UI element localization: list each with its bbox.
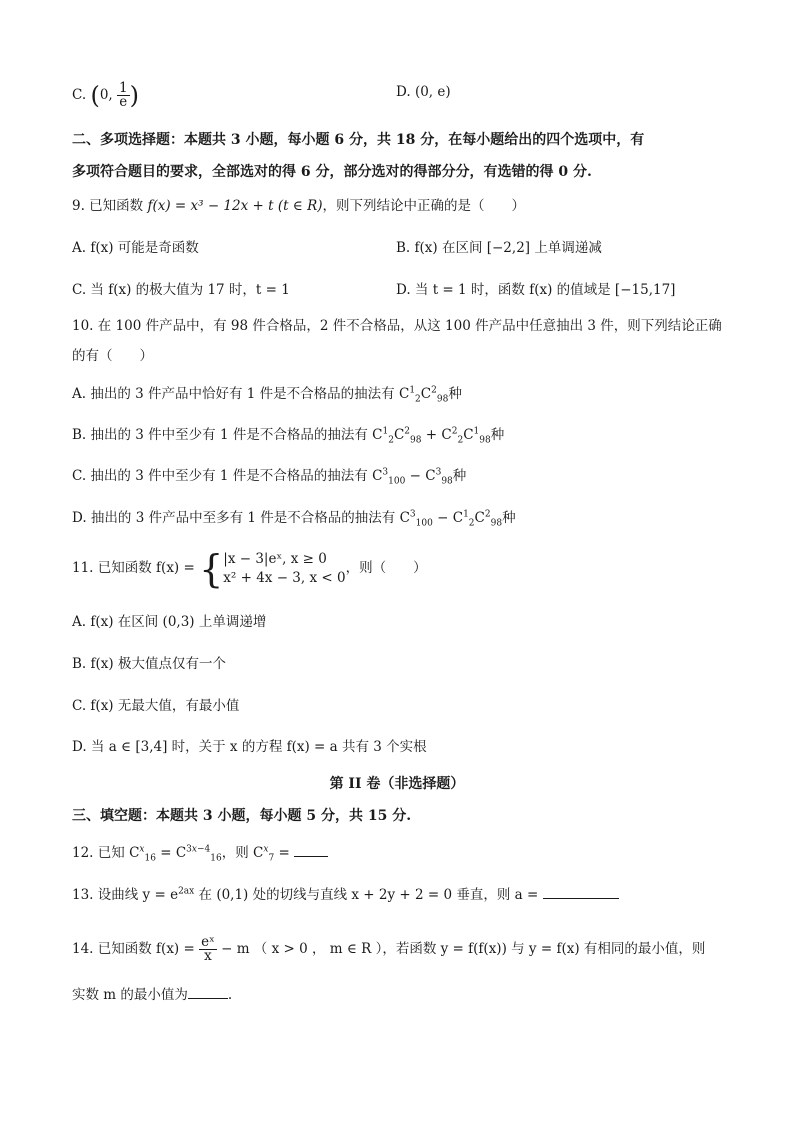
q10-option-c-formula: $C^3_{100} - C^3_{98}$ [372,467,453,487]
q10-option-c [72,466,466,486]
q13-post: 在 (0,1) 处的切线与直线 x + 2y + 2 = 0 垂直，则 a = [194,887,543,903]
q10-option-d [72,508,516,528]
q11-case1: |x − 3|eˣ, x ≥ 0 [223,550,327,567]
q9-stem [72,196,525,216]
q11-stem-post: ，则（ ） [345,560,427,576]
q8-option-d-text: (0, e) [414,84,451,100]
paren-right: ) [129,81,139,110]
q12 [72,842,328,863]
q12-mid: ，则 [221,845,254,861]
q11-option-a: A. f(x) 在区间 (0,3) 上单调递增 [72,614,267,630]
q14-line1 [72,934,705,964]
q10-option-a-text: A. 抽出的 3 件产品中恰好有 1 件是不合格品的抽法有 [72,386,399,402]
q10-option-a-formula: $C^1_2C^2_{98}$ [398,385,449,405]
q12-pre: 12. 已知 [72,845,130,861]
q10-option-b-formula: $C^1_2C^2_{98} + C^2_2C^1_{98}$ [372,426,491,446]
q10-option-a [72,384,462,404]
q12-target: $C^x_7$ [253,844,275,864]
q13 [72,884,619,905]
part2-title: 第 II 卷（非选择题） [329,776,465,792]
q8-option-d [396,82,451,102]
paren-left: ( [90,81,100,110]
q10-stem-line1: 10. 在 100 件产品中，有 98 件合格品，2 件不合格品，从这 100 件产品中任意抽出 3 件，则下列结论正确 [72,318,722,334]
q14-post: − m （ x > 0 ， m ∈ R ），若函数 y = f(f(x)) 与 y = f(x) 有相同的最小值，则 [216,941,706,957]
q10-option-d-formula: $C^3_{100} - C^1_2C^2_{98}$ [399,509,503,529]
q10-option-a-end: 种 [448,386,462,402]
q14-answer-blank[interactable] [188,984,228,999]
q13-pre: 13. 设曲线 y = e [72,887,179,903]
q11-stem [72,546,427,591]
q10-option-b [72,425,504,445]
left-brace: { [199,546,224,591]
section2-heading-line2: 多项符合题目的要求，全部选对的得 6 分，部分选对的得部分分，有选错的得 0 分. [72,164,592,180]
q12-answer-blank[interactable] [294,842,328,857]
q10-stem-line2: 的有（ ） [72,348,153,364]
q14-pre: 14. 已知函数 f(x) = [72,941,200,957]
q10-option-b-text: B. 抽出的 3 件中至少有 1 件是不合格品的抽法有 [72,427,373,443]
q10-option-c-text: C. 抽出的 3 件中至少有 1 件是不合格品的抽法有 [72,468,373,484]
q12-equation: $C^x_{16} = C^{3x-4}_{16}$ [129,844,222,864]
q14-line2: 实数 m 的最小值为 . [72,984,232,1005]
q11-case2: x² + 4x − 3, x < 0 [223,569,346,586]
q8-option-c-label: C. [72,87,87,103]
q9-stem-post: ，则下列结论中正确的是（ ） [322,198,526,214]
fraction-numerator: 1 [118,80,128,96]
q9-stem-pre: 9. 已知函数 [72,198,148,214]
q10-option-d-text: D. 抽出的 3 件产品中至多有 1 件是不合格品的抽法有 [72,510,400,526]
q8-option-c: C. (0, $\frac{1}{e}$ ) [72,80,139,110]
q9-option-b: B. f(x) 在区间 [−2,2] 上单调递减 [396,240,602,256]
q8-option-c-fraction [117,82,130,109]
q9-option-d: D. 当 t = 1 时，函数 f(x) 的值域是 [−15,17] [396,282,676,298]
q13-exponent: 2ax [178,886,195,897]
q8-option-d-label: D. [396,84,411,100]
q10-option-c-end: 种 [452,468,467,484]
q10-option-d-end: 种 [502,510,516,526]
q11-option-d: D. 当 a ∈ [3,4] 时，关于 x 的方程 f(x) = a 共有 3 个实根 [72,739,427,755]
section2-heading-line1: 二、多项选择题：本题共 3 小题，每小题 6 分，共 18 分，在每小题给出的四个选项中，有 [72,132,645,148]
q11-stem-pre: 11. 已知函数 f(x) = [72,560,200,576]
q12-post: = [274,845,295,861]
q11-piecewise-cases [223,550,345,588]
q9-option-c: C. 当 f(x) 的极大值为 17 时，t = 1 [72,282,290,298]
q13-answer-blank[interactable] [543,884,619,899]
q11-option-c: C. f(x) 无最大值，有最小值 [72,698,240,714]
q9-option-a: A. f(x) 可能是奇函数 [72,240,199,256]
q11-option-b: B. f(x) 极大值点仅有一个 [72,656,226,672]
q14-fraction [199,936,217,963]
q9-function: f(x) = x³ − 12x + t (t ∈ R) [147,198,323,214]
fraction-denominator: e [119,94,128,110]
section3-heading: 三、填空题：本题共 3 小题，每小题 5 分，共 15 分. [72,808,412,824]
fraction-denominator: x [204,948,212,964]
q10-option-b-end: 种 [490,427,505,443]
q14-line2-text: 实数 m 的最小值为 [72,987,188,1003]
fraction-numerator: eˣ [201,934,215,950]
